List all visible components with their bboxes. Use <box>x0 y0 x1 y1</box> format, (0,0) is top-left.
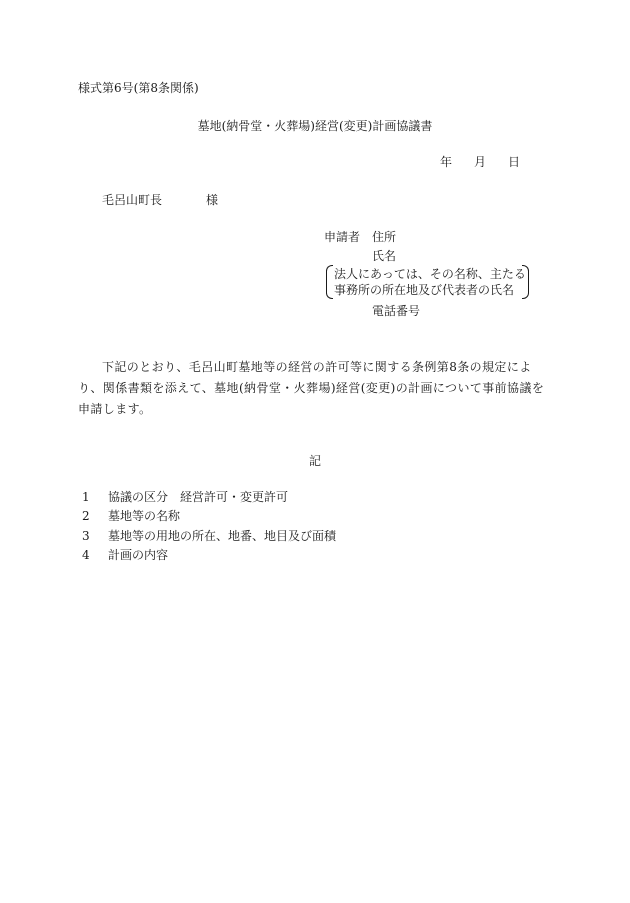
list-item-number: 1 <box>82 490 90 504</box>
date-month-label: 月 <box>474 155 487 169</box>
right-bracket <box>522 265 529 299</box>
corporation-note <box>326 265 529 299</box>
date-day-label: 日 <box>508 155 521 169</box>
corporation-note-line-1: 法人にあっては、その名称、主たる <box>334 267 526 281</box>
left-bracket <box>326 265 333 299</box>
date-line <box>440 156 520 168</box>
list-item <box>82 549 168 561</box>
date-year-label: 年 <box>440 155 453 169</box>
list-item-number: 3 <box>82 529 90 543</box>
addressee-name: 毛呂山町長 <box>102 193 163 207</box>
document-title: 墓地(納骨堂・火葬場)経営(変更)計画協議書 <box>197 119 433 133</box>
list-item-text: 協議の区分 経営許可・変更許可 <box>108 490 289 504</box>
applicant-label: 申請者 <box>324 230 361 244</box>
list-item <box>82 510 180 522</box>
phone-label: 電話番号 <box>372 304 421 318</box>
body-paragraph: 下記のとおり、毛呂山町墓地等の経営の許可等に関する条例第8条の規定により、関係書類を添えて、墓地(納骨堂・火葬場)経営(変更)の計画について事前協議を申請します。 <box>78 360 545 416</box>
name-label: 氏名 <box>372 249 397 263</box>
list-item <box>82 491 288 503</box>
ki-heading: 記 <box>308 454 321 468</box>
corporation-note-line-2: 事務所の所在地及び代表者の氏名 <box>334 283 515 297</box>
form-number: 様式第6号(第8条関係) <box>78 81 199 95</box>
list-item <box>82 530 336 542</box>
list-item-text: 計画の内容 <box>108 548 169 562</box>
addressee-honorific: 様 <box>206 193 219 207</box>
address-label: 住所 <box>372 230 397 244</box>
list-item-text: 墓地等の用地の所在、地番、地目及び面積 <box>108 529 337 543</box>
list-item-number: 4 <box>82 548 90 562</box>
list-item-number: 2 <box>82 509 90 523</box>
addressee <box>102 194 218 206</box>
list-item-text: 墓地等の名称 <box>108 509 181 523</box>
